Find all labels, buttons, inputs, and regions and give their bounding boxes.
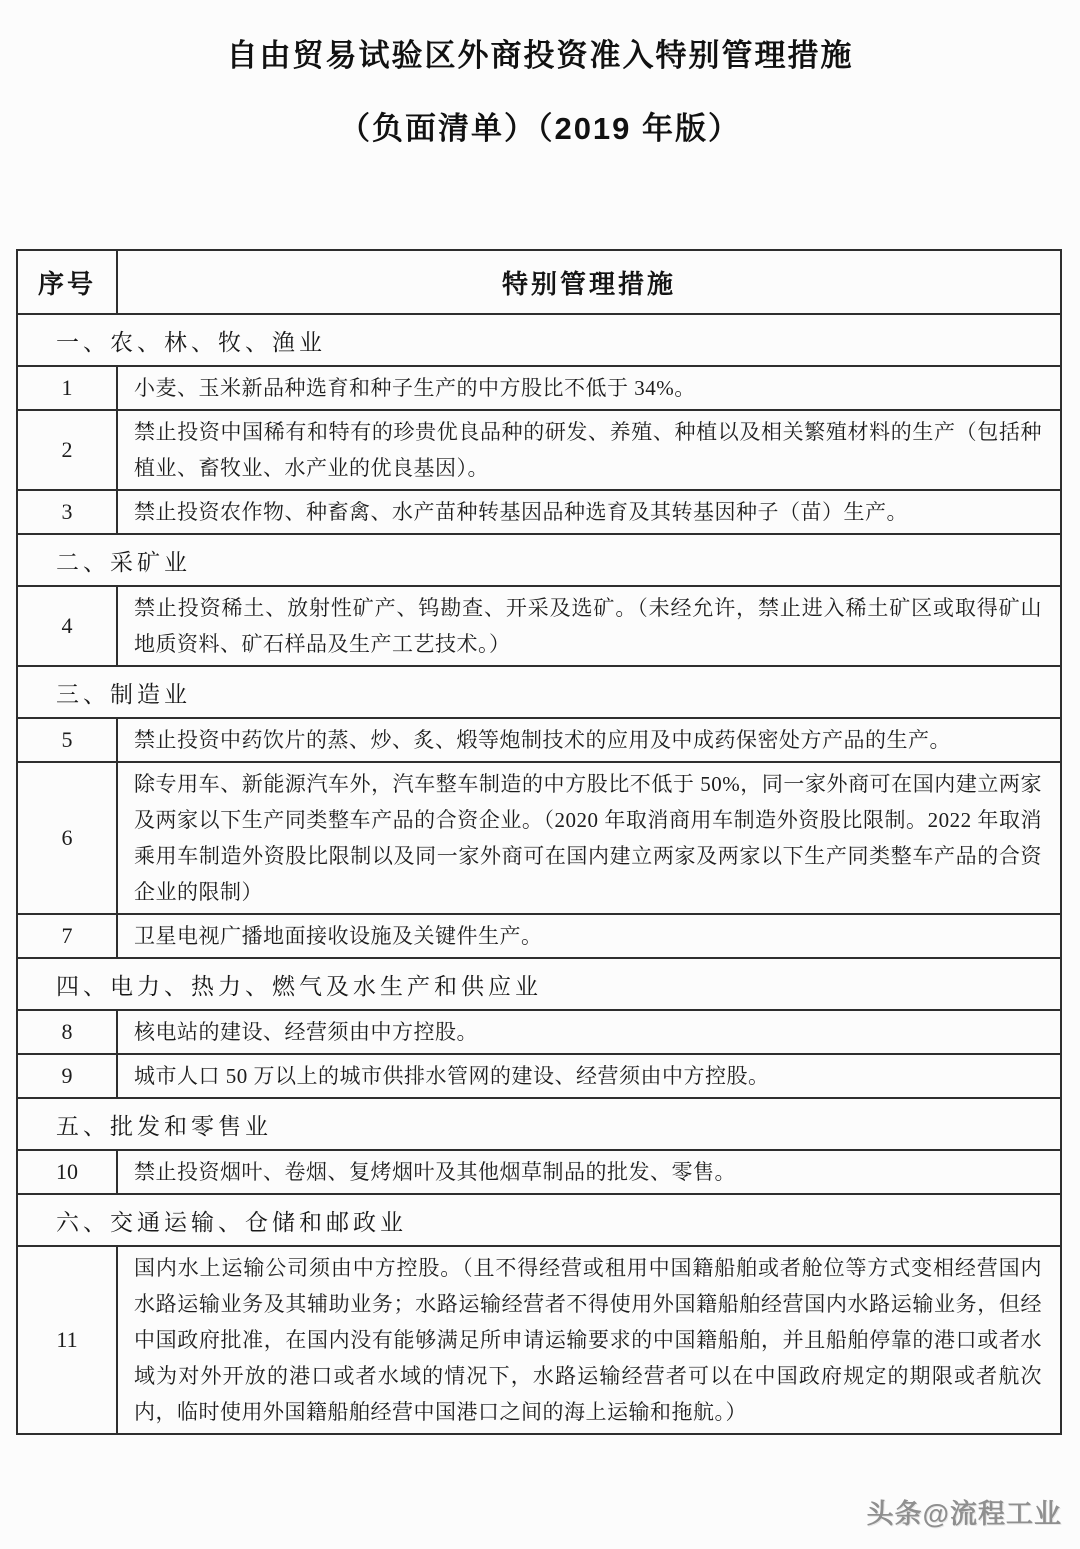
measure-row bbox=[17, 718, 1061, 762]
measure-row bbox=[17, 914, 1061, 958]
section-title: 六、交通运输、仓储和邮政业 bbox=[17, 1194, 1061, 1246]
row-number-cell: 9 bbox=[17, 1054, 117, 1098]
page-subtitle: （负面清单）（2019 年版） bbox=[338, 111, 742, 146]
row-number-cell: 10 bbox=[17, 1150, 117, 1194]
measure-text: 禁止投资中药饮片的蒸、炒、炙、煅等炮制技术的应用及中成药保密处方产品的生产。 bbox=[117, 718, 1061, 762]
measure-row bbox=[17, 1010, 1061, 1054]
measure-text: 城市人口 50 万以上的城市供排水管网的建设、经营须由中方控股。 bbox=[117, 1054, 1061, 1098]
section-title: 一、农、林、牧、渔业 bbox=[17, 314, 1061, 366]
row-number-cell: 2 bbox=[17, 410, 117, 490]
measure-text: 禁止投资烟叶、卷烟、复烤烟叶及其他烟草制品的批发、零售。 bbox=[117, 1150, 1061, 1194]
measure-text: 国内水上运输公司须由中方控股。（且不得经营或租用中国籍船舶或者舱位等方式变相经营国内水路运输业务及其辅助业务；水路运输经营者不得使用外国籍船舶经营国内水路运输业务，但经中国政府批准，在国内没有能够满足所申请运输要求的中国籍船舶，并且船舶停靠的港口或者水域为对外开放的港口或者水域的情况下，水路运输经营者可以在中国政府规定的期限或者航次内，临时使用外国籍船舶经营中国港口之间的海上运输和拖航。） bbox=[117, 1246, 1061, 1434]
row-number-cell: 8 bbox=[17, 1010, 117, 1054]
row-number-cell: 4 bbox=[17, 586, 117, 666]
row-number-cell: 5 bbox=[17, 718, 117, 762]
row-number-cell: 11 bbox=[17, 1246, 117, 1434]
measure-row bbox=[17, 366, 1061, 410]
measure-text: 禁止投资稀土、放射性矿产、钨勘查、开采及选矿。（未经允许，禁止进入稀土矿区或取得矿山地质资料、矿石样品及生产工艺技术。） bbox=[117, 586, 1061, 666]
page-title: 自由贸易试验区外商投资准入特别管理措施 bbox=[226, 38, 854, 73]
measure-text: 小麦、玉米新品种选育和种子生产的中方股比不低于 34%。 bbox=[117, 366, 1061, 410]
measure-row bbox=[17, 586, 1061, 666]
table-header-row bbox=[17, 250, 1061, 314]
section-title: 三、制造业 bbox=[17, 666, 1061, 718]
measure-row bbox=[17, 410, 1061, 490]
column-header-measure: 特别管理措施 bbox=[117, 250, 1061, 314]
row-number-cell: 6 bbox=[17, 762, 117, 914]
section-row bbox=[17, 1194, 1061, 1246]
measure-row bbox=[17, 490, 1061, 534]
section-title: 二、采矿业 bbox=[17, 534, 1061, 586]
row-number-cell: 7 bbox=[17, 914, 117, 958]
section-row bbox=[17, 666, 1061, 718]
section-row bbox=[17, 1098, 1061, 1150]
measure-row bbox=[17, 762, 1061, 914]
measure-text: 禁止投资农作物、种畜禽、水产苗种转基因品种选育及其转基因种子（苗）生产。 bbox=[117, 490, 1061, 534]
measure-row bbox=[17, 1246, 1061, 1434]
measure-text: 核电站的建设、经营须由中方控股。 bbox=[117, 1010, 1061, 1054]
section-title: 五、批发和零售业 bbox=[17, 1098, 1061, 1150]
row-number-cell: 3 bbox=[17, 490, 117, 534]
section-row bbox=[17, 314, 1061, 366]
measure-text: 卫星电视广播地面接收设施及关键件生产。 bbox=[117, 914, 1061, 958]
column-header-number: 序号 bbox=[17, 250, 117, 314]
section-row bbox=[17, 958, 1061, 1010]
measure-text: 除专用车、新能源汽车外，汽车整车制造的中方股比不低于 50%，同一家外商可在国内建立两家及两家以下生产同类整车产品的合资企业。（2020 年取消商用车制造外资股比限制。2022 年取消乘用车制造外资股比限制以及同一家外商可在国内建立两家及两家以下生产同类整车产品的合资企业的限制） bbox=[117, 762, 1061, 914]
measure-text: 禁止投资中国稀有和特有的珍贵优良品种的研发、养殖、种植以及相关繁殖材料的生产（包括种植业、畜牧业、水产业的优良基因）。 bbox=[117, 410, 1061, 490]
section-row bbox=[17, 534, 1061, 586]
measure-row bbox=[17, 1150, 1061, 1194]
negative-list-table bbox=[16, 249, 1062, 1435]
toutiao-watermark: 头条@流程工业 bbox=[866, 1499, 1062, 1529]
measure-row bbox=[17, 1054, 1061, 1098]
row-number-cell: 1 bbox=[17, 366, 117, 410]
section-title: 四、电力、热力、燃气及水生产和供应业 bbox=[17, 958, 1061, 1010]
